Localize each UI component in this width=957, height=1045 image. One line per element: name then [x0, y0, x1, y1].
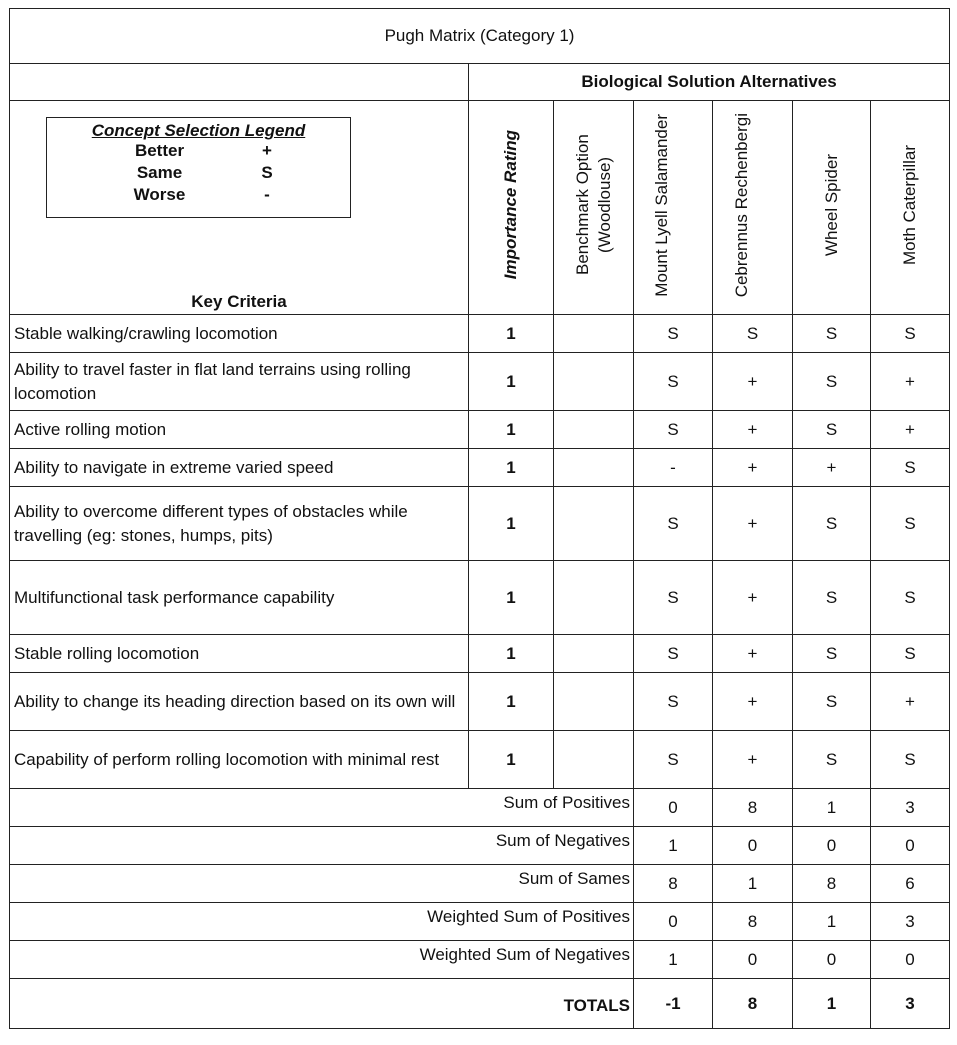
legend-symbol: - — [264, 185, 270, 204]
importance-value: 1 — [469, 635, 554, 673]
column-header-label: Mount Lyell Salamander — [652, 113, 671, 297]
rating-cell: S — [793, 487, 871, 561]
rating-cell: S — [793, 315, 871, 353]
rating-cell: + — [713, 635, 793, 673]
rating-cell: S — [871, 449, 950, 487]
rating-cell — [554, 561, 634, 635]
summary-value: 1 — [793, 903, 871, 941]
key-criteria-header — [10, 101, 469, 315]
rating-cell: + — [713, 449, 793, 487]
criterion-name: Stable rolling locomotion — [10, 635, 469, 673]
rating-cell: S — [634, 353, 713, 411]
summary-value: 3 — [871, 903, 950, 941]
totals-value: 1 — [793, 979, 871, 1029]
summary-value: 8 — [713, 789, 793, 827]
rating-cell: + — [871, 353, 950, 411]
rating-cell: + — [713, 353, 793, 411]
rating-cell: S — [871, 731, 950, 789]
rating-cell: S — [634, 673, 713, 731]
legend-symbol: S — [261, 163, 273, 182]
rating-cell: S — [634, 487, 713, 561]
totals-value: 3 — [871, 979, 950, 1029]
summary-value: 8 — [793, 865, 871, 903]
criteria-row — [10, 487, 950, 561]
legend-symbol: + — [262, 141, 272, 160]
summary-value: 1 — [634, 827, 713, 865]
summary-row — [10, 827, 950, 865]
criterion-name: Ability to overcome different types of obstacles while travelling (eg: stones, humps, pits) — [10, 487, 469, 561]
rating-cell — [554, 731, 634, 789]
criteria-row — [10, 561, 950, 635]
legend-item — [47, 185, 350, 207]
rating-cell: S — [871, 635, 950, 673]
criterion-name: Stable walking/crawling locomotion — [10, 315, 469, 353]
rating-cell: S — [634, 561, 713, 635]
rating-cell: S — [793, 635, 871, 673]
rating-cell — [554, 315, 634, 353]
empty-header-cell — [10, 64, 469, 101]
importance-value: 1 — [469, 673, 554, 731]
rating-cell: + — [713, 487, 793, 561]
criteria-row — [10, 449, 950, 487]
criteria-row — [10, 353, 950, 411]
summary-value: 1 — [634, 941, 713, 979]
alternatives-header: Biological Solution Alternatives — [469, 64, 950, 101]
summary-row — [10, 941, 950, 979]
concept-selection-legend — [46, 117, 351, 218]
rating-cell — [554, 353, 634, 411]
criteria-row — [10, 411, 950, 449]
summary-label: Weighted Sum of Negatives — [10, 941, 634, 979]
rating-cell: + — [793, 449, 871, 487]
column-header-label: Wheel Spider — [821, 153, 841, 257]
summary-value: 8 — [713, 903, 793, 941]
rating-cell — [554, 411, 634, 449]
summary-value: 0 — [871, 827, 950, 865]
summary-value: 0 — [634, 789, 713, 827]
rating-cell: S — [634, 315, 713, 353]
legend-label: Worse — [133, 185, 186, 204]
totals-value: 8 — [713, 979, 793, 1029]
matrix-title: Pugh Matrix (Category 1) — [10, 9, 950, 64]
rating-cell: S — [793, 353, 871, 411]
criteria-row — [10, 731, 950, 789]
rating-cell: S — [793, 731, 871, 789]
criteria-row — [10, 673, 950, 731]
criterion-name: Ability to travel faster in flat land terrains using rolling locomotion — [10, 353, 469, 411]
column-header-label: Moth Caterpillar — [900, 145, 920, 265]
rating-cell: + — [713, 731, 793, 789]
criterion-name: Capability of perform rolling locomotion with minimal rest — [10, 731, 469, 789]
importance-value: 1 — [469, 315, 554, 353]
summary-value: 0 — [871, 941, 950, 979]
summary-label: Sum of Sames — [10, 865, 634, 903]
importance-value: 1 — [469, 731, 554, 789]
rating-cell: - — [634, 449, 713, 487]
summary-value: 3 — [871, 789, 950, 827]
importance-value: 1 — [469, 353, 554, 411]
pugh-matrix-table — [9, 8, 950, 1029]
summary-value: 0 — [713, 827, 793, 865]
importance-header — [469, 101, 554, 315]
legend-label: Better — [134, 141, 185, 160]
criterion-name: Multifunctional task performance capability — [10, 561, 469, 635]
summary-label: Sum of Negatives — [10, 827, 634, 865]
importance-value: 1 — [469, 411, 554, 449]
summary-value: 0 — [634, 903, 713, 941]
importance-value: 1 — [469, 449, 554, 487]
summary-row — [10, 865, 950, 903]
legend-item — [47, 141, 350, 163]
totals-row — [10, 979, 950, 1029]
rating-cell: S — [634, 411, 713, 449]
rating-cell: S — [634, 635, 713, 673]
summary-value: 0 — [793, 941, 871, 979]
criteria-row — [10, 315, 950, 353]
rating-cell: + — [713, 411, 793, 449]
key-criteria-label: Key Criteria — [191, 292, 287, 311]
rating-cell: S — [871, 487, 950, 561]
summary-value: 6 — [871, 865, 950, 903]
totals-value: -1 — [634, 979, 713, 1029]
criterion-name: Active rolling motion — [10, 411, 469, 449]
rating-cell: S — [871, 315, 950, 353]
criteria-row — [10, 635, 950, 673]
column-header — [713, 101, 793, 315]
importance-label: Importance Rating — [501, 130, 520, 280]
rating-cell — [554, 487, 634, 561]
rating-cell: S — [793, 411, 871, 449]
legend-label: Same — [136, 163, 183, 182]
column-header-label: Cebrennus Rechenbergi — [731, 112, 751, 298]
summary-value: 0 — [793, 827, 871, 865]
summary-row — [10, 789, 950, 827]
column-header — [634, 101, 713, 315]
legend-item — [47, 163, 350, 185]
rating-cell: + — [713, 561, 793, 635]
rating-cell: S — [871, 561, 950, 635]
rating-cell: S — [793, 561, 871, 635]
rating-cell: + — [871, 673, 950, 731]
column-header — [793, 101, 871, 315]
summary-label: Sum of Positives — [10, 789, 634, 827]
criterion-name: Ability to change its heading direction based on its own will — [10, 673, 469, 731]
rating-cell: S — [713, 315, 793, 353]
column-header — [554, 101, 634, 315]
rating-cell: + — [871, 411, 950, 449]
criterion-name: Ability to navigate in extreme varied speed — [10, 449, 469, 487]
rating-cell — [554, 449, 634, 487]
column-header — [871, 101, 950, 315]
summary-value: 0 — [713, 941, 793, 979]
summary-value: 1 — [793, 789, 871, 827]
summary-row — [10, 903, 950, 941]
rating-cell: S — [793, 673, 871, 731]
rating-cell — [554, 673, 634, 731]
column-header-label: Benchmark Option (Woodlouse) — [572, 134, 614, 276]
rating-cell: + — [713, 673, 793, 731]
rating-cell — [554, 635, 634, 673]
legend-title: Concept Selection Legend — [91, 121, 306, 140]
summary-value: 8 — [634, 865, 713, 903]
rating-cell: S — [634, 731, 713, 789]
summary-value: 1 — [713, 865, 793, 903]
summary-label: Weighted Sum of Positives — [10, 903, 634, 941]
totals-label: TOTALS — [10, 979, 634, 1029]
importance-value: 1 — [469, 561, 554, 635]
importance-value: 1 — [469, 487, 554, 561]
